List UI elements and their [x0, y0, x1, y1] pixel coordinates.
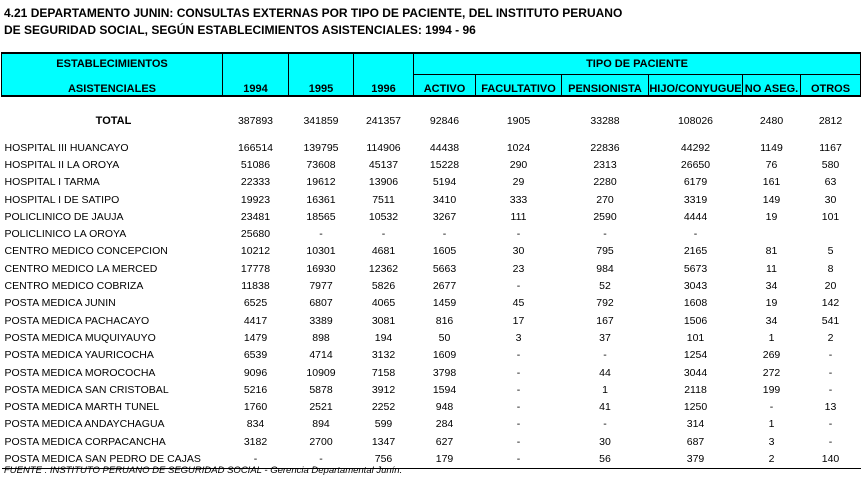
cell-value	[801, 225, 861, 242]
cell-value: 6179	[683, 176, 708, 189]
cell-value: 9096	[243, 366, 268, 379]
cell-value: 541	[821, 314, 840, 327]
cell-value: -	[693, 228, 698, 241]
cell-value: 284	[435, 418, 454, 431]
cell-value: 2252	[371, 401, 396, 414]
cell-value: 30	[599, 435, 611, 448]
cell-value: 4444	[683, 210, 708, 223]
cell-value: 111	[510, 210, 527, 223]
cell-value: 19923	[240, 193, 271, 206]
cell-value: 81	[765, 245, 778, 258]
cell-value: 5	[827, 245, 834, 258]
cell-value: 1250	[683, 401, 708, 414]
cell-value: -	[828, 383, 833, 396]
spacer-cell	[2, 131, 861, 139]
spacer-row	[2, 96, 861, 111]
cell-value: 44	[599, 366, 611, 379]
cell-value: 179	[414, 450, 476, 468]
cell-value: 44292	[680, 141, 711, 154]
cell-value: 387893	[237, 115, 274, 127]
cell-value: 30	[824, 193, 837, 206]
cell-value: 92846	[429, 115, 460, 127]
cell-value: 5216	[243, 383, 268, 396]
cell-value: 894	[312, 418, 330, 431]
cell-value: 241357	[365, 115, 402, 127]
cell-value: -	[516, 280, 521, 293]
title-line-1: 4.21 DEPARTAMENTO JUNIN: CONSULTAS EXTERNAS POR TIPO DE PACIENTE, DEL INSTITUTO PERUANO	[4, 6, 623, 20]
table-row	[2, 295, 861, 312]
cell-value: 2118	[684, 383, 707, 396]
cell-value: 10909	[306, 366, 336, 379]
cell-value: 56	[562, 450, 649, 468]
cell-value: 948	[435, 401, 454, 414]
cell-value: 19612	[306, 176, 336, 189]
total-row	[2, 111, 861, 131]
cell-value: 15228	[429, 158, 460, 171]
cell-value: 2521	[309, 401, 333, 414]
table-row	[2, 225, 861, 242]
cell-value: 1149	[760, 141, 783, 154]
row-label: HOSPITAL III HUANCAYO	[4, 141, 129, 154]
cell-value: 13	[824, 401, 837, 414]
table-row	[2, 208, 861, 225]
cell-value: 114906	[366, 141, 401, 154]
cell-value: 1254	[683, 349, 708, 362]
source-footnote: FUENTE : INSTITUTO PERUANO DE SEGURIDAD SOCIAL - Gerencia Departamental Junín.	[4, 465, 403, 476]
cell-value: -	[516, 401, 521, 414]
header-tipo-de-paciente: TIPO DE PACIENTE	[414, 53, 861, 75]
cell-value: 333	[509, 193, 528, 206]
cell-value: 19	[765, 297, 778, 310]
header-year: 1995	[289, 75, 354, 97]
cell-value: 270	[596, 193, 614, 206]
cell-value: 2	[743, 450, 801, 468]
cell-value: 4065	[371, 297, 396, 310]
row-label: POSTA MEDICA ANDAYCHAGUA	[4, 418, 165, 431]
title-line-2: DE SEGURIDAD SOCIAL, SEGÚN ESTABLECIMIENTOS ASISTENCIALES: 1994 - 96	[4, 23, 476, 37]
cell-value: 3389	[309, 314, 333, 327]
row-label: CENTRO MEDICO LA MERCED	[4, 262, 158, 275]
cell-value: -	[223, 450, 289, 468]
cell-value: 1608	[683, 297, 708, 310]
row-label: POLICLINICO LA OROYA	[4, 228, 127, 241]
cell-value: 23	[512, 262, 525, 275]
cell-value: -	[319, 228, 323, 241]
cell-value: 6525	[243, 297, 268, 310]
cell-value: 3267	[432, 210, 457, 223]
cell-value: 599	[374, 418, 393, 431]
header-blank	[289, 53, 354, 75]
row-label: HOSPITAL I TARMA	[4, 176, 100, 189]
cell-value: 2280	[593, 176, 617, 189]
cell-value: 17	[512, 314, 525, 327]
cell-value: 5194	[432, 176, 457, 189]
cell-value: 2	[827, 331, 834, 344]
cell-value: 1760	[243, 401, 268, 414]
cell-value: 795	[596, 245, 614, 258]
cell-value: 20	[824, 280, 837, 293]
cell-value: 272	[762, 366, 781, 379]
table-row	[2, 312, 861, 329]
row-label: HOSPITAL II LA OROYA	[4, 158, 120, 171]
cell-value: 33288	[590, 115, 620, 127]
header-type: OTROS	[801, 75, 861, 97]
cell-value: 341859	[303, 115, 339, 127]
cell-value: 1605	[432, 245, 457, 258]
table-row	[2, 347, 861, 364]
consultas-table	[1, 52, 861, 469]
cell-value: 4417	[243, 314, 268, 327]
cell-value: 3081	[371, 314, 396, 327]
cell-value: 3319	[683, 193, 708, 206]
cell-value: -	[516, 418, 521, 431]
cell-value	[743, 225, 801, 242]
cell-value: 11	[766, 262, 777, 275]
cell-value: -	[516, 349, 521, 362]
cell-value: 22333	[240, 176, 271, 189]
cell-value: -	[516, 228, 521, 241]
row-label: CENTRO MEDICO COBRIZA	[4, 280, 144, 293]
cell-value: 1905	[506, 115, 531, 127]
row-label: POSTA MEDICA SAN PEDRO DE CAJAS	[2, 450, 223, 468]
cell-value: -	[516, 366, 521, 379]
header-establecimientos: ESTABLECIMIENTOS	[2, 53, 223, 75]
row-label: TOTAL	[95, 115, 132, 127]
cell-value: 3798	[432, 366, 457, 379]
cell-value: 166514	[237, 141, 274, 154]
cell-value: 2165	[683, 245, 708, 258]
cell-value: 140	[801, 450, 861, 468]
cell-value: 52	[599, 280, 611, 293]
spacer-cell	[2, 96, 861, 111]
cell-value: -	[603, 349, 607, 362]
cell-value: 3044	[683, 366, 708, 379]
cell-value: 8	[827, 262, 834, 275]
cell-value: -	[476, 450, 562, 468]
cell-value: 4681	[371, 245, 396, 258]
cell-value: 290	[509, 158, 528, 171]
header-asistenciales: ASISTENCIALES	[2, 75, 223, 97]
cell-value: 22836	[590, 141, 620, 154]
cell-value: 199	[762, 383, 781, 396]
row-label: POSTA MEDICA SAN CRISTOBAL	[4, 383, 169, 396]
table-row	[2, 398, 861, 415]
row-label: POSTA MEDICA MARTH TUNEL	[4, 401, 160, 414]
cell-value: 76	[765, 158, 778, 171]
row-label: POSTA MEDICA MOROCOCHA	[4, 366, 156, 379]
cell-value: 7158	[371, 366, 396, 379]
cell-value: 2480	[759, 115, 784, 127]
cell-value: 101	[686, 331, 705, 344]
cell-value: -	[828, 349, 833, 362]
cell-value: 139795	[303, 141, 339, 154]
cell-value: 1594	[432, 383, 457, 396]
table-row	[2, 433, 861, 450]
row-label: POSTA MEDICA PACHACAYO	[4, 314, 150, 327]
row-label: POLICLINICO DE JAUJA	[4, 210, 124, 223]
header-blank	[354, 53, 414, 75]
cell-value: 3043	[683, 280, 708, 293]
table-row	[2, 364, 861, 381]
cell-value: 26650	[680, 158, 711, 171]
table-row	[2, 243, 861, 260]
cell-value: 10212	[240, 245, 271, 258]
cell-value: 30	[512, 245, 525, 258]
cell-value: 3132	[371, 349, 396, 362]
cell-value: 1	[602, 383, 608, 396]
cell-value: 1479	[243, 331, 268, 344]
cell-value: 149	[762, 193, 781, 206]
cell-value: 687	[686, 435, 705, 448]
cell-value: 314	[686, 418, 705, 431]
cell-value: 3182	[243, 435, 268, 448]
cell-value: 13906	[368, 176, 399, 189]
cell-value: -	[516, 383, 521, 396]
cell-value: 45	[512, 297, 525, 310]
cell-value: 1347	[371, 435, 396, 448]
cell-value: -	[381, 228, 386, 241]
cell-value: 816	[435, 314, 454, 327]
cell-value: 12362	[368, 262, 399, 275]
cell-value: -	[828, 435, 833, 448]
cell-value: 898	[312, 331, 330, 344]
cell-value: 19	[765, 210, 778, 223]
cell-value: 108026	[677, 115, 714, 127]
table-row	[2, 174, 861, 191]
cell-value: 37	[599, 331, 611, 344]
cell-value: 3410	[432, 193, 457, 206]
table-row	[2, 329, 861, 346]
cell-value: 2812	[818, 115, 843, 127]
cell-value: -	[828, 366, 833, 379]
cell-value: 63	[824, 176, 837, 189]
cell-value: 23481	[240, 210, 271, 223]
cell-value: 756	[354, 450, 414, 468]
header-type: NO ASEG.	[743, 75, 801, 97]
row-label: POSTA MEDICA YAURICOCHA	[4, 349, 154, 362]
cell-value: 2700	[309, 435, 333, 448]
cell-value: -	[769, 401, 774, 414]
cell-value: -	[289, 450, 354, 468]
cell-value: 1	[768, 418, 775, 431]
cell-value: 834	[246, 418, 265, 431]
cell-value: 101	[821, 210, 840, 223]
cell-value: 10301	[306, 245, 336, 258]
header-year: 1994	[223, 75, 289, 97]
cell-value: 2590	[593, 210, 617, 223]
cell-value: 194	[374, 331, 393, 344]
table-row	[2, 139, 861, 156]
cell-value: 269	[762, 349, 781, 362]
cell-value: -	[603, 418, 607, 431]
cell-value: 1167	[819, 141, 842, 154]
cell-value: 16930	[306, 262, 336, 275]
cell-value: -	[516, 435, 521, 448]
cell-value: 34	[765, 280, 778, 293]
cell-value: 3	[515, 331, 522, 344]
cell-value: 29	[512, 176, 525, 189]
cell-value: 379	[649, 450, 743, 468]
row-label: POSTA MEDICA CORPACANCHA	[4, 435, 166, 448]
cell-value: 34	[765, 314, 778, 327]
table-row	[2, 381, 861, 398]
cell-value: 161	[762, 176, 781, 189]
header-type: HIJO/CONYUGUE	[649, 75, 743, 97]
cell-value: 17778	[240, 262, 271, 275]
cell-value: 167	[596, 314, 614, 327]
cell-value: 3912	[371, 383, 396, 396]
cell-value: 984	[596, 262, 614, 275]
cell-value: 2677	[432, 280, 457, 293]
cell-value: 7977	[309, 280, 333, 293]
header-type: PENSIONISTA	[562, 75, 649, 97]
cell-value: 1024	[506, 141, 531, 154]
cell-value: 580	[821, 158, 840, 171]
cell-value: 44438	[429, 141, 460, 154]
cell-value: 1506	[683, 314, 708, 327]
row-label: POSTA MEDICA JUNIN	[4, 297, 116, 310]
cell-value: 6539	[243, 349, 268, 362]
table-row	[2, 260, 861, 277]
cell-value: 3	[768, 435, 775, 448]
cell-value: 5673	[683, 262, 708, 275]
cell-value: 10532	[368, 210, 399, 223]
cell-value: 50	[438, 331, 451, 344]
cell-value: -	[442, 228, 447, 241]
row-label: HOSPITAL I DE SATIPO	[4, 193, 120, 206]
header-type: ACTIVO	[414, 75, 476, 97]
cell-value: 51086	[240, 158, 271, 171]
cell-value: 16361	[306, 193, 336, 206]
cell-value: 1	[768, 331, 775, 344]
row-label: CENTRO MEDICO CONCEPCION	[4, 245, 168, 258]
cell-value: 1609	[432, 349, 457, 362]
cell-value: 2313	[593, 158, 617, 171]
table-row	[2, 156, 861, 173]
header-type: FACULTATIVO	[476, 75, 562, 97]
cell-value: 41	[599, 401, 611, 414]
cell-value: 4714	[309, 349, 333, 362]
cell-value: -	[828, 418, 833, 431]
header-blank	[223, 53, 289, 75]
table-body	[2, 96, 861, 468]
cell-value: 5878	[309, 383, 333, 396]
cell-value: 5826	[371, 280, 396, 293]
cell-value: 142	[821, 297, 840, 310]
header-year: 1996	[354, 75, 414, 97]
row-label: POSTA MEDICA MUQUIYAUYO	[4, 331, 156, 344]
cell-value: 627	[435, 435, 454, 448]
cell-value: 73608	[306, 158, 336, 171]
cell-value: 25680	[240, 228, 271, 241]
cell-value: -	[603, 228, 607, 241]
cell-value: 792	[596, 297, 614, 310]
cell-value: 11838	[241, 280, 270, 293]
cell-value: 7511	[372, 193, 395, 206]
cell-value: 18565	[306, 210, 336, 223]
spacer-row	[2, 131, 861, 139]
table-row	[2, 416, 861, 433]
table-row	[2, 277, 861, 294]
cell-value: 5663	[432, 262, 457, 275]
table-row	[2, 191, 861, 208]
cell-value: 1459	[432, 297, 457, 310]
cell-value: 6807	[309, 297, 333, 310]
cell-value: 45137	[368, 158, 399, 171]
